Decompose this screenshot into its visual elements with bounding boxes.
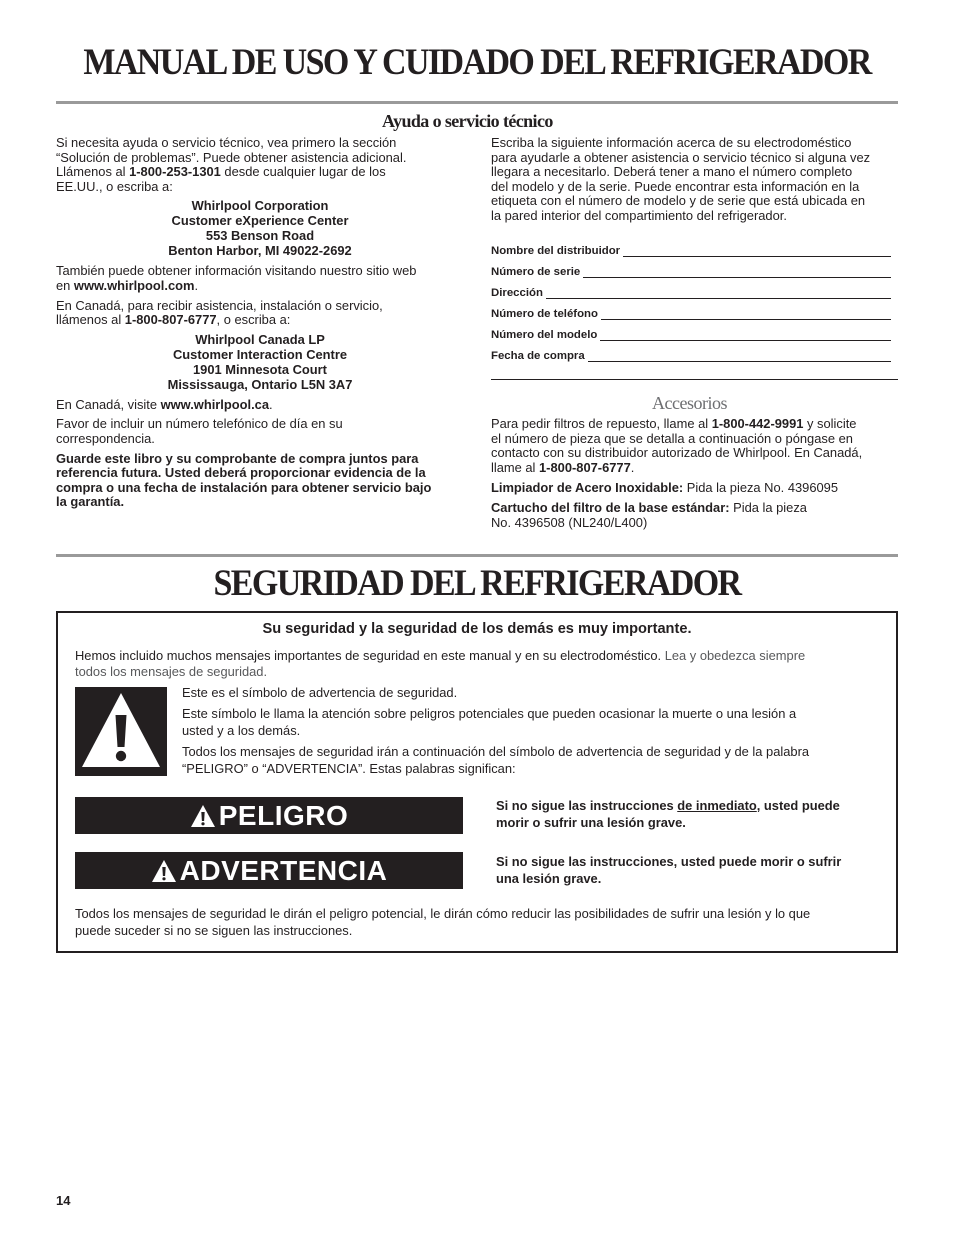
ca-filter-phone: 1-800-807-6777 — [539, 459, 631, 475]
title-rule — [56, 101, 898, 104]
symbol-text: Este es el símbolo de advertencia de seguridad. Este símbolo le llama la atención sobre peligros potenciales que pueden ocasionar la muerte o una lesión a usted y a los demás. Todos los mensajes de seguridad irán a continuación del símbolo de advertencia de seguridad y de la palabra “PELIGRO” o “ADVERTENCIA”. Estas palabras significan: — [182, 685, 810, 776]
danger-meaning: Si no sigue las instrucciones de inmediato, usted puede morir o sufrir una lesión grave. — [496, 798, 840, 830]
acc-line-1: Para pedir filtros de repuesto, llame al 1-800-442-9991 y solicite — [491, 416, 857, 431]
safety-title: SEGURIDAD DEL REFRIGERADOR — [213, 563, 741, 604]
warning-triangle-icon — [75, 687, 167, 776]
safety-rule — [56, 554, 898, 557]
record-line-2: para ayudarle a obtener asistencia o servicio técnico si alguna vez — [491, 149, 871, 165]
acc-line-2: el número de pieza que se detalla a continuación o póngase en — [491, 430, 853, 446]
web-line-1: También puede obtener información visitando nuestro sitio web — [56, 263, 417, 279]
us-website-link[interactable]: www.whirlpool.com — [73, 277, 195, 293]
warning-label: ADVERTENCIA — [179, 854, 388, 886]
help-heading: Ayuda o servicio técnico — [382, 111, 553, 131]
ca-website-link[interactable]: www.whirlpool.ca — [160, 396, 270, 412]
help-intro-4: EE.UU., o escriba a: — [56, 178, 173, 194]
web-line-2: en www.whirlpool.com. — [56, 277, 199, 293]
safety-footer: Todos los mensajes de seguridad le dirán el peligro potencial, le dirán cómo reducir las posibilidades de sufrir una lesión y lo que puede suceder si no se siguen las instrucciones. — [75, 906, 811, 938]
canada-line-2: llámenos al 1-800-807-6777, o escriba a: — [56, 312, 291, 328]
keep-note-1: Guarde este libro y su comprobante de compra juntos para — [56, 450, 419, 466]
record-line-4: del modelo y de la serie. Puede encontrar esta información en la — [491, 178, 860, 194]
warning-alert-icon — [151, 859, 177, 883]
accessories-heading: Accesorios — [652, 393, 727, 413]
help-column — [56, 136, 466, 510]
canada-line-1: En Canadá, para recibir asistencia, instalación o servicio, — [56, 297, 383, 313]
keep-note-2: referencia futura. Usted deberá proporcionar evidencia de la — [56, 465, 426, 481]
record-column — [491, 136, 901, 224]
field-address[interactable]: Dirección — [491, 278, 891, 299]
safety-alert-symbol — [75, 687, 167, 776]
page-title: MANUAL DE USO Y CUIDADO DEL REFRIGERADOR — [83, 42, 871, 83]
acc-line-3: contacto con su distribuidor autorizado de Whirlpool. En Canadá, — [491, 445, 863, 461]
acc-line-4: llame al 1-800-807-6777. — [491, 459, 635, 475]
danger-signal-bar — [75, 797, 463, 834]
record-form — [491, 236, 891, 362]
keep-note-4: la garantía. — [56, 494, 125, 510]
record-line-5: etiqueta con el número de modelo y de serie que está ubicada en — [491, 193, 866, 209]
keep-note-3: compra o una fecha de instalación para obtener servicio bajo — [56, 479, 432, 495]
acc-item-filter-part: No. 4396508 (NL240/L400) — [491, 514, 648, 530]
field-purchase-date[interactable]: Fecha de compra — [491, 341, 891, 362]
warning-signal-bar — [75, 852, 463, 889]
field-phone[interactable]: Número de teléfono — [491, 299, 891, 320]
help-intro-1: Si necesita ayuda o servicio técnico, vea primero la sección — [56, 135, 397, 150]
help-intro-2: “Solución de problemas”. Puede obtener asistencia adicional. — [56, 149, 407, 165]
acc-item-filter: Cartucho del filtro de la base estándar: Pida la pieza — [491, 499, 807, 515]
canada-visit: En Canadá, visite www.whirlpool.ca. — [56, 396, 273, 412]
ca-phone: 1-800-807-6777 — [124, 312, 217, 328]
record-line-1: Escriba la siguiente información acerca de su electrodoméstico — [491, 135, 852, 150]
field-distributor[interactable]: Nombre del distribuidor — [491, 236, 891, 257]
field-model[interactable]: Número del modelo — [491, 320, 891, 341]
field-serial[interactable]: Número de serie — [491, 257, 891, 278]
safety-intro: Hemos incluido muchos mensajes importantes de seguridad en este manual y en su electrodoméstico. Lea y obedezca siempre todos los mensajes de seguridad. — [75, 648, 806, 679]
filter-phone: 1-800-442-9991 — [711, 416, 804, 431]
acc-item-cleaner: Limpiador de Acero Inoxidable: Pida la pieza No. 4396095 — [491, 480, 839, 496]
phone-note-1: Favor de incluir un número telefónico de día en su — [56, 416, 343, 432]
accessories-column — [491, 417, 901, 530]
accessories-rule — [491, 379, 898, 380]
page-number: 14 — [56, 1193, 71, 1208]
us-phone: 1-800-253-1301 — [129, 164, 221, 180]
danger-alert-icon — [190, 804, 216, 828]
ca-address: Whirlpool Canada LP Customer Interaction Centre 1901 Minnesota Court Mississauga, Ontario L5N 3A7 — [167, 331, 353, 392]
help-intro-3: Llámenos al 1-800-253-1301 desde cualquier lugar de los — [56, 164, 386, 180]
danger-label: PELIGRO — [218, 799, 349, 831]
phone-note-2: correspondencia. — [56, 430, 155, 446]
us-address: Whirlpool Corporation Customer eXperience Center 553 Benson Road Benton Harbor, MI 49022-2692 — [168, 198, 352, 259]
safety-headline: Su seguridad y la seguridad de los demás es muy importante. — [262, 621, 692, 637]
warning-meaning: Si no sigue las instrucciones, usted puede morir o sufrir una lesión grave. — [496, 854, 842, 886]
record-line-3: llegara a necesitarlo. Deberá tener a mano el número completo — [491, 164, 853, 180]
record-line-6: la pared interior del compartimiento del refrigerador. — [491, 207, 787, 223]
